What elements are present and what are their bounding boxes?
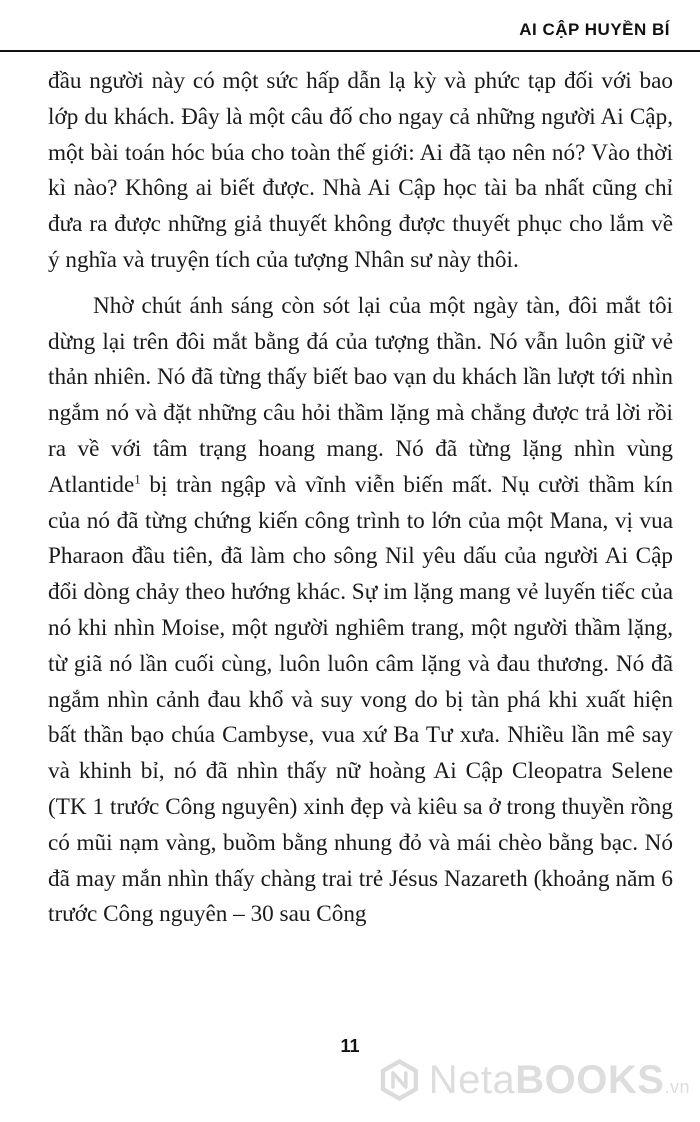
page-number: 11 [340,1036,360,1056]
paragraph-2 [48,289,673,933]
watermark [378,1048,690,1112]
watermark-text [429,1058,690,1103]
footnote-reference[interactable]: 1 [134,471,141,487]
header-rule [0,50,700,52]
watermark-brand-bold: BOOKS [515,1057,665,1102]
watermark-tld: .vn [664,1076,690,1097]
netabooks-logo-icon [378,1053,421,1107]
paragraph-1: đầu người này có một sức hấp dẫn lạ kỳ và phức tạp đối với bao lớp du khách. Đây là một câu đố cho ngay cả những người Ai Cập, một bài toán hóc búa cho toàn thế giới: Ai đã tạo nên nó? Vào thời kì nào? Không ai biết được. Nhà Ai Cập học tài ba nhất cũng chỉ đưa ra được những giả thuyết không được thuyết phục cho lắm về ý nghĩa và truyện tích của tượng Nhân sư này thôi. [48,68,673,273]
watermark-brand-light: Neta [428,1057,516,1102]
paragraph-2-part-2: bị tràn ngập và vĩnh viễn biến mất. Nụ cười thầm kín của nó đã từng chứng kiến công trình to lớn của một Mana, vị vua Pharaon đầu tiên, đã làm cho sông Nil yêu dấu của người Ai Cập đổi dòng chảy theo hướng khác. Sự im lặng mang vẻ luyến tiếc của nó khi nhìn Moise, một người nghiêm trang, một người thầm lặng, từ giã nó lần cuối cùng, luôn luôn câm lặng và đau thương. Nó đã ngắm nhìn cảnh đau khổ và suy vong do bị tàn phá khi xuất hiện bất thần bạo chúa Cambyse, vua xứ Ba Tư xưa. Nhiều lần mê say và khinh bỉ, nó đã nhìn thấy nữ hoàng Ai Cập Cleopatra Selene (TK 1 trước Công nguyên) xinh đẹp và kiêu sa ở trong thuyền rồng có mũi nạm vàng, buồm bằng nhung đỏ và mái chèo bằng bạc. Nó đã may mắn nhìn thấy chàng trai trẻ Jésus Nazareth (khoảng năm 6 trước Công nguyên – 30 sau Công [48,471,673,928]
body-text [48,64,673,933]
paragraph-2-part-1: Nhờ chút ánh sáng còn sót lại của một ngày tàn, đôi mắt tôi dừng lại trên đôi mắt bằng đá của tượng thần. Nó vẫn luôn giữ vẻ thản nhiên. Nó đã từng thấy biết bao vạn du khách lần lượt tới nhìn ngắm nó và đặt những câu hỏi thầm lặng mà chẳng được trả lời rồi ra về với tâm trạng hoang mang. Nó đã từng lặng nhìn vùng Atlantide [48,292,673,498]
running-header: AI CẬP HUYỀN BÍ [519,20,670,39]
